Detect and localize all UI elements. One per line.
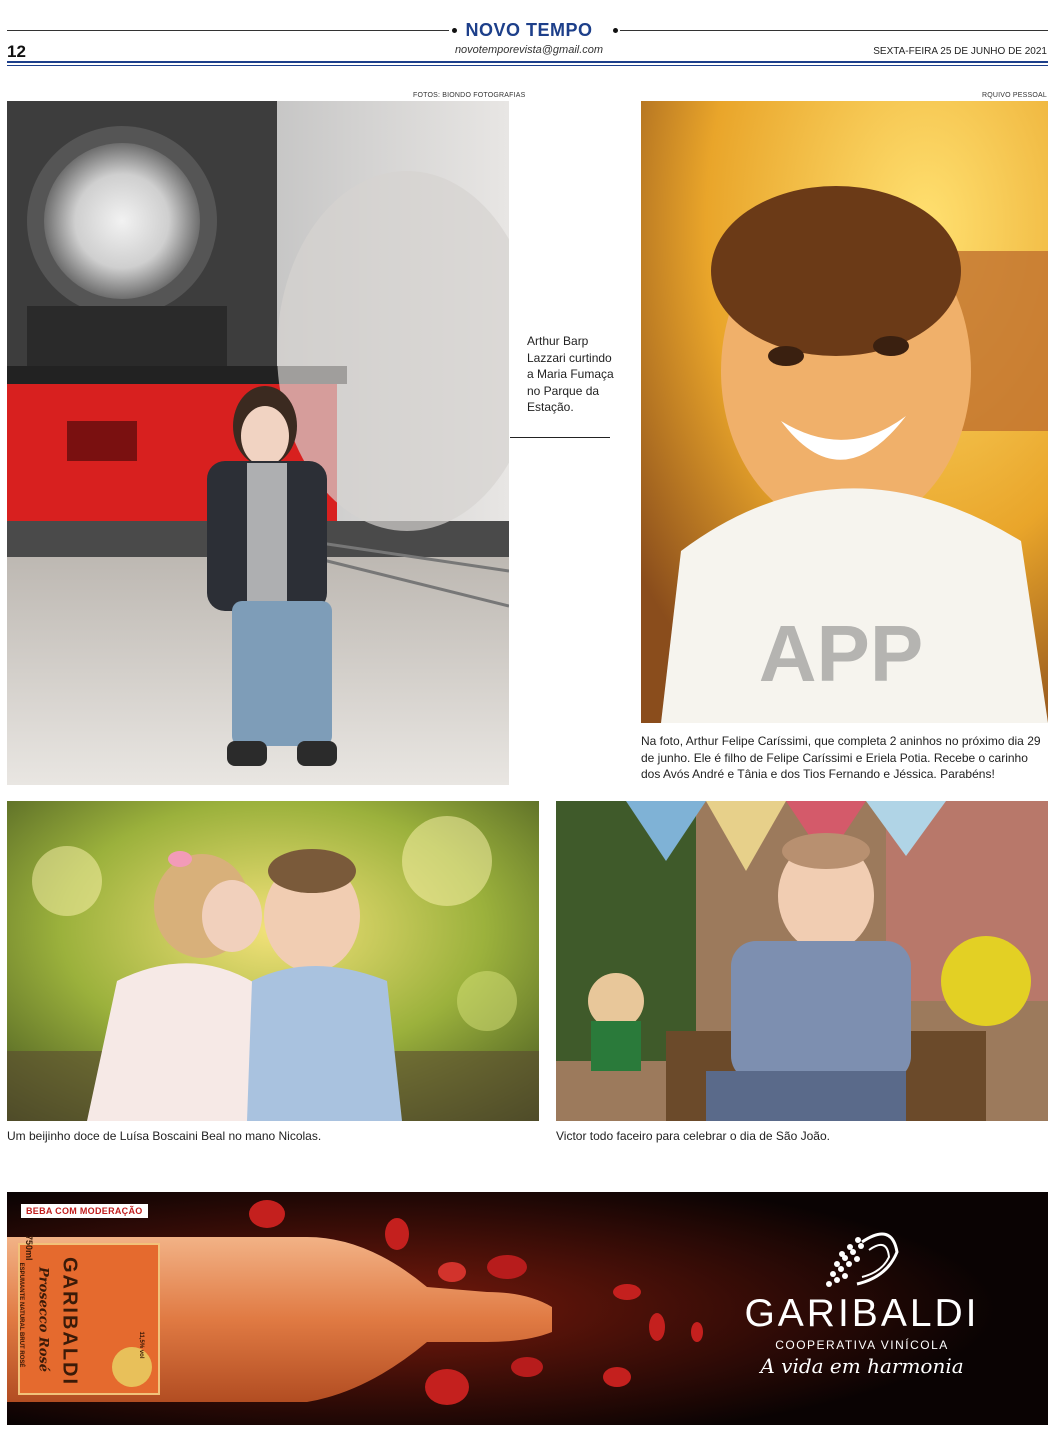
bottle-label-abv: 11,5% vol <box>138 1331 144 1359</box>
photo-victor <box>556 801 1048 1121</box>
header-dot-right <box>613 28 618 33</box>
publication-title: NOVO TEMPO <box>465 20 593 40</box>
svg-text:APP: APP <box>758 609 924 698</box>
caption-victor: Victor todo faceiro para celebrar o dia de São João. <box>556 1129 830 1143</box>
issue-date: SEXTA-FEIRA 25 DE JUNHO DE 2021 <box>873 46 1047 57</box>
advertisement-garibaldi[interactable] <box>7 1192 1048 1425</box>
brand-name: GARIBALDI <box>744 1292 980 1335</box>
page-number: 12 <box>7 42 26 61</box>
photo-arthur-smiling <box>641 101 1048 723</box>
brand-subtitle: COOPERATIVA VINÍCOLA <box>775 1338 949 1352</box>
brand-slogan: A vida em harmonia <box>760 1354 964 1378</box>
contact-email: novotemporevista@gmail.com <box>454 44 604 56</box>
bottle-label-volume: 750ml <box>24 1235 34 1261</box>
bottle-label-product: Prosecco Rosé <box>35 1267 51 1372</box>
bottle-label-brand: GARIBALDI <box>58 1256 81 1387</box>
drink-responsibly-warning: BEBA COM MODERAÇÃO <box>21 1204 148 1218</box>
caption-train-rule <box>510 437 610 438</box>
bottle-label-description: ESPUMANTE NATURAL BRUT ROSÉ <box>18 1262 24 1368</box>
header-rule-thin <box>7 65 1048 66</box>
caption-train: Arthur Barp Lazzari curtindo a Maria Fumaça no Parque da Estação. <box>527 334 614 414</box>
header-rule-blue <box>7 61 1048 63</box>
photo-train-boy <box>7 101 509 785</box>
photo-credit-right: RQUIVO PESSOAL <box>981 92 1047 99</box>
header-rule-right <box>620 30 1048 31</box>
caption-arthur: Na foto, Arthur Felipe Caríssimi, que completa 2 aninhos no próximo dia 29 de junho. Ele é filho de Felipe Caríssimi e Eriela Potia. Recebe o carinho dos Avós André e Tânia e dos Tios Fernando e Jéssica. Parabéns! <box>641 734 1041 781</box>
caption-kiss: Um beijinho doce de Luísa Boscaini Beal no mano Nicolas. <box>7 1129 322 1143</box>
photo-credit-left: FOTOS: BIONDO FOTOGRAFIAS <box>413 92 526 99</box>
photo-kiss <box>7 801 539 1121</box>
